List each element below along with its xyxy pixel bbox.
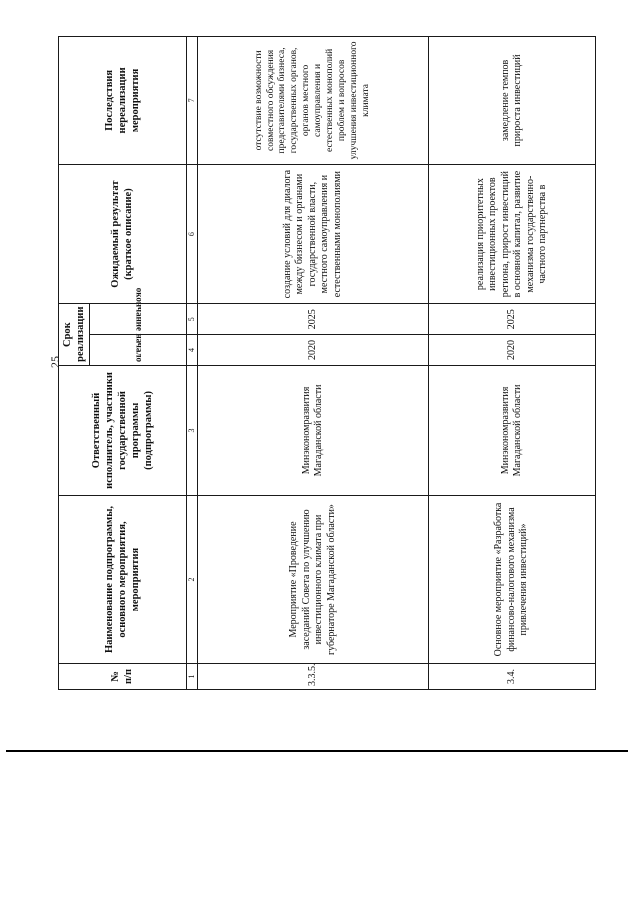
column-number: 1 <box>186 663 197 689</box>
column-number: 4 <box>186 335 197 366</box>
header-num: № п/п <box>59 663 187 689</box>
row-consequences: отсутствие возможности совместного обсуждения представителями бизнеса, государственных органов, органов местного самоуправления и естественных монополий проблем и вопросов улучшения инвестиционного климата <box>197 37 428 165</box>
header-term: Срок реализации <box>59 304 90 366</box>
header-consequences: Последствия нереализации мероприятия <box>59 37 187 165</box>
page-number: 25 <box>48 356 62 368</box>
row-end: 2025 <box>429 304 596 335</box>
column-number: 7 <box>186 37 197 165</box>
table-row <box>197 37 428 690</box>
measures-table-container <box>58 36 596 690</box>
page-bottom-rule <box>6 750 628 752</box>
measures-table <box>58 36 596 690</box>
header-term-start-label: начало <box>133 333 144 362</box>
row-result: создание условий для диалога между бизнесом и органами государственной власти, местного самоуправления и естественными монополиями <box>197 164 428 304</box>
row-result: реализация приоритетных инвестиционных проектов региона, прирост инвестиций в основной капитал, развитие механизма государственно-частного партнерства в <box>429 164 596 304</box>
row-num: 3.4. <box>429 663 596 689</box>
header-term-end-label: окончание <box>133 287 144 332</box>
column-number: 3 <box>186 365 197 495</box>
row-num: 3.3.5. <box>197 663 428 689</box>
column-number: 6 <box>186 164 197 304</box>
header-responsible: Ответственный исполнитель, участники государственной программы (подпрограммы) <box>59 365 187 495</box>
row-start: 2020 <box>197 335 428 366</box>
row-start: 2020 <box>429 335 596 366</box>
row-responsible: Минэкономразвития Магаданской области <box>197 365 428 495</box>
table-row <box>429 37 596 690</box>
header-term-start <box>90 335 186 366</box>
row-name: Основное мероприятие «Разработка финансово-налогового механизма привлечения инвестиций» <box>429 496 596 664</box>
row-consequences: замедление темпов прироста инвестиций <box>429 37 596 165</box>
header-name: Наименование подпрограммы, основного мероприятия, мероприятия <box>59 496 187 664</box>
row-end: 2025 <box>197 304 428 335</box>
header-result: Ожидаемый результат (краткое описание) <box>59 164 187 304</box>
row-responsible: Минэкономразвития Магаданской области <box>429 365 596 495</box>
column-number: 2 <box>186 496 197 664</box>
header-term-end <box>90 287 186 335</box>
row-name: Мероприятие «Проведение заседаний Совета по улучшению инвестиционного климата при губернаторе Магаданской области» <box>197 496 428 664</box>
column-number: 5 <box>186 304 197 335</box>
